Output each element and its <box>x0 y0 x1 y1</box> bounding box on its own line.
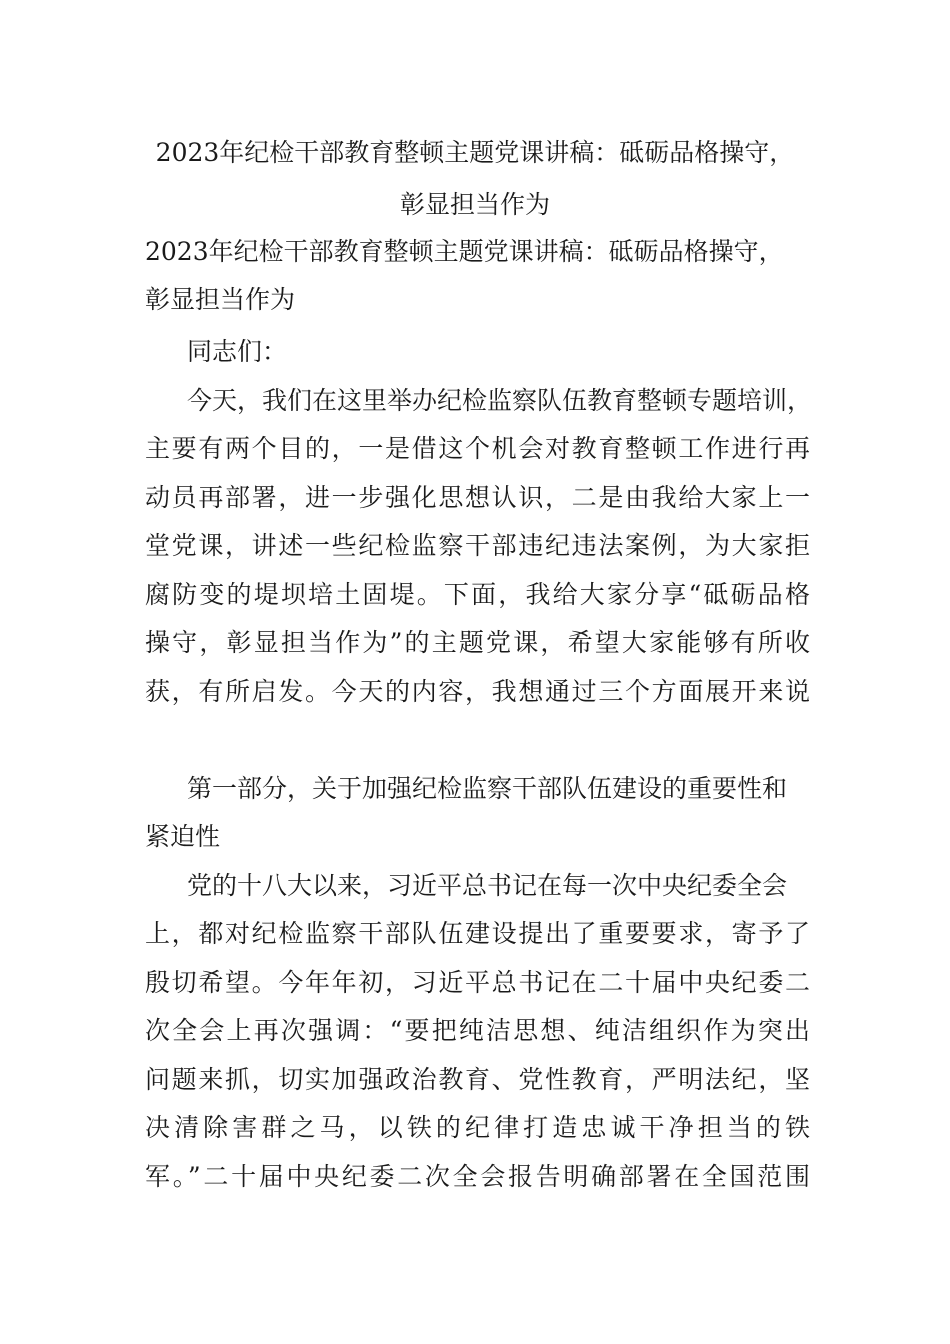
paragraph-line: 上，都对纪检监察干部队伍建设提出了重要要求，寄予了 <box>145 919 810 948</box>
heading-line: 紧迫性 <box>145 822 221 851</box>
section-1-heading <box>145 765 810 862</box>
section-1-paragraph <box>145 862 810 1202</box>
title-line-1: 2023年纪检干部教育整顿主题党课讲稿：砥砺品格操守， <box>155 138 795 167</box>
paragraph-line: 决清除害群之马，以铁的纪律打造忠诚干净担当的铁 <box>145 1113 810 1142</box>
paragraph-line: 主要有两个目的，一是借这个机会对教育整顿工作进行再 <box>145 434 810 463</box>
document-subtitle <box>145 228 810 324</box>
paragraph-line: 操守，彰显担当作为”的主题党课，希望大家能够有所收 <box>145 628 810 657</box>
document-body <box>145 328 813 1201</box>
subtitle-line-2: 彰显担当作为 <box>145 285 296 314</box>
paragraph-line: 军。”二十届中央纪委二次全会报告明确部署在全国范围 <box>145 1161 810 1191</box>
paragraph-line: 今天，我们在这里举办纪检监察队伍教育整顿专题培训， <box>187 385 813 415</box>
subtitle-line-1: 2023年纪检干部教育整顿主题党课讲稿：砥砺品格操守， <box>145 237 784 266</box>
salutation: 同志们： <box>187 337 288 366</box>
heading-line: 第一部分，关于加强纪检监察干部队伍建设的重要性和 <box>187 773 788 803</box>
document-title <box>145 127 805 231</box>
paragraph-line: 堂党课，讲述一些纪检监察干部违纪违法案例，为大家拒 <box>145 531 810 560</box>
paragraph-line: 腐防变的堤坝培土固堤。下面，我给大家分享“砥砺品格 <box>145 579 810 609</box>
paragraph-line: 问题来抓，切实加强政治教育、党性教育，严明法纪，坚 <box>145 1064 810 1094</box>
paragraph-line: 动员再部署，进一步强化思想认识，二是由我给大家上一 <box>145 482 810 512</box>
paragraph-line: 党的十八大以来，习近平总书记在每一次中央纪委全会 <box>187 870 788 900</box>
intro-paragraph <box>145 377 813 717</box>
paragraph-line: 获，有所启发。今天的内容，我想通过三个方面展开来说 <box>145 676 810 706</box>
paragraph-spacer <box>145 716 810 765</box>
paragraph-line: 次全会上再次强调：“要把纯洁思想、纯洁组织作为突出 <box>145 1016 810 1045</box>
title-line-2: 彰显担当作为 <box>399 190 550 219</box>
paragraph-line: 殷切希望。今年年初，习近平总书记在二十届中央纪委二 <box>145 967 810 997</box>
